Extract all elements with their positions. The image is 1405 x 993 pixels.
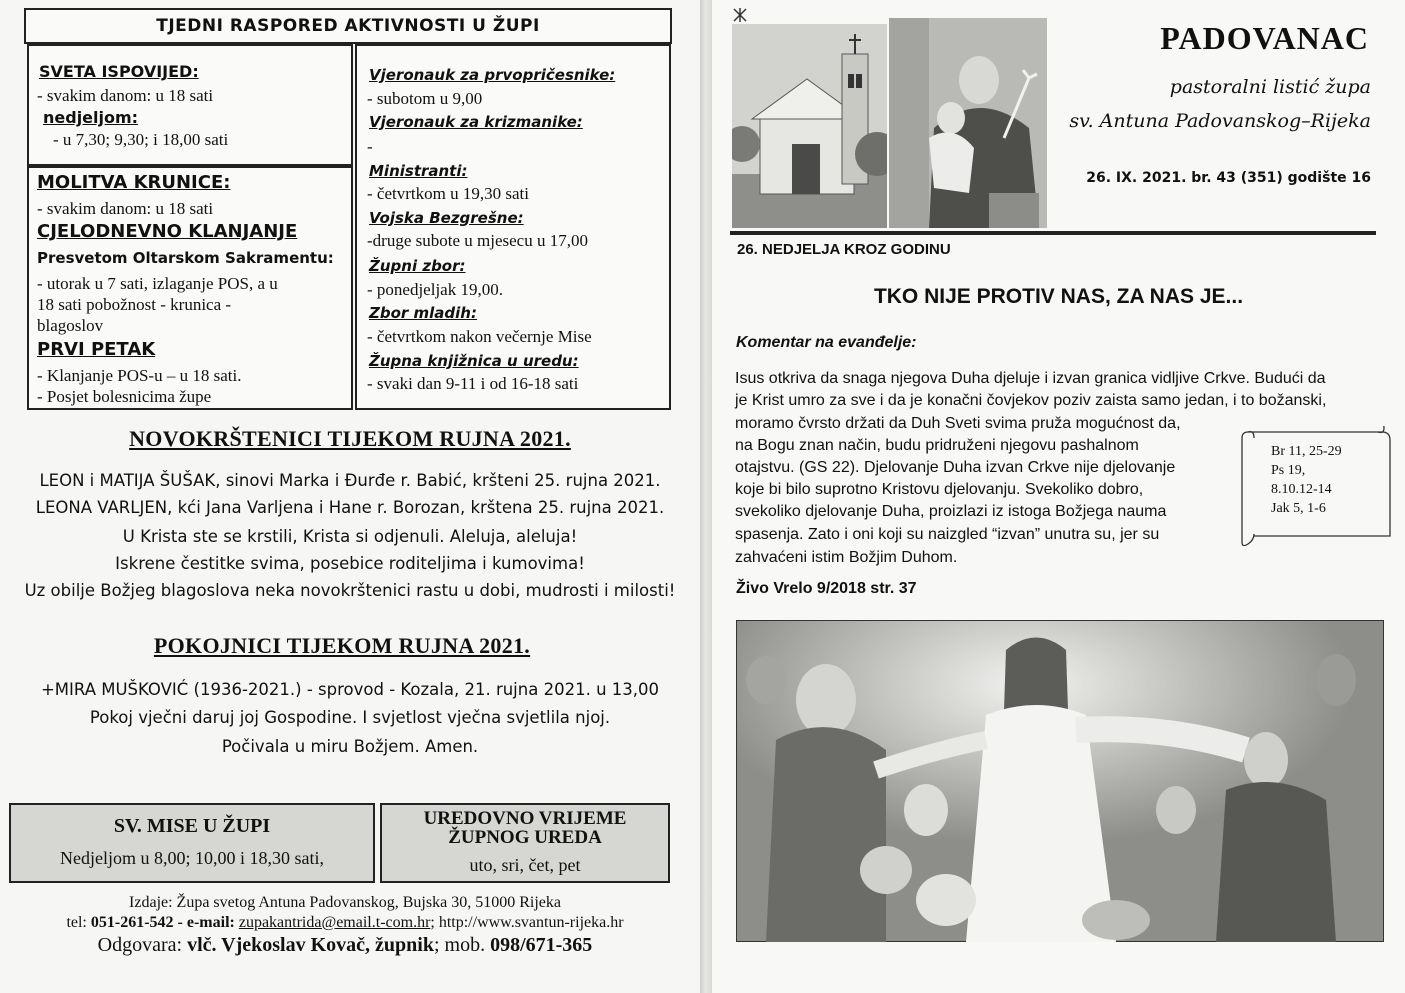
baptism-line-1: LEON i MATIJA ŠUŠAK, sinovi Marka i Đurđe r. Babić, kršteni 25. rujna 2021. <box>39 471 661 490</box>
body-line-8: spasenja. Zato i oni koji su naizgled “izvan” unutra su, jer su <box>735 526 1160 543</box>
first-communion-title: Vjeronauk za prvopričesnike: <box>369 66 616 84</box>
baptism-line-3: U Krista ste se krstili, Krista si odjenuli. Aleluja, aleluja! <box>122 527 578 546</box>
confession-box <box>27 44 353 166</box>
baptism-line-2: LEONA VARLJEN, kći Jana Varljena i Hane r. Borozan, krštena 25. rujna 2021. <box>35 498 665 517</box>
confession-sunday-times: - u 7,30; 9,30; i 18,00 sati <box>53 130 229 149</box>
youth-choir-title: Zbor mladih: <box>369 304 477 322</box>
first-friday-title: PRVI PETAK <box>37 339 156 360</box>
newsletter-title: PADOVANAC <box>1160 20 1369 56</box>
readings-scroll <box>1240 426 1394 546</box>
contact-line <box>10 914 680 932</box>
source-citation: Živo Vrelo 9/2018 str. 37 <box>736 580 917 597</box>
publisher-line: Izdaje: Župa svetog Antuna Padovanskog, Bujska 30, 51000 Rijeka <box>129 894 561 911</box>
rosary-daily: - svakim danom: u 18 sati <box>37 199 214 218</box>
confirmation-title: Vjeronauk za krizmanike: <box>369 113 583 131</box>
issue-info: 26. IX. 2021. br. 43 (351) godište 16 <box>1086 170 1371 186</box>
deceased-line-3: Počivala u miru Božjem. Amen. <box>221 737 479 756</box>
masses-times: Nedjeljom u 8,00; 10,00 i 18,30 sati, <box>60 848 324 868</box>
reading-1: Br 11, 25-29 <box>1271 444 1342 459</box>
prayer-box <box>27 166 353 410</box>
deceased-title: POKOJNICI TIJEKOM RUJNA 2021. <box>153 633 531 658</box>
mobile-number: 098/671-365 <box>490 934 593 956</box>
office-hours-box <box>380 803 670 883</box>
choir-title: Župni zbor: <box>369 257 466 275</box>
baptisms-title: NOVOKRŠTENICI TIJEKOM RUJNA 2021. <box>129 426 571 451</box>
body-line-1: Isus otkriva da snaga njegova Duha djeluje i izvan granica vidljive Crkve. Budući da <box>735 370 1326 387</box>
page-fold <box>700 0 712 993</box>
phone-number: 051-261-542 <box>90 914 174 931</box>
confirmation-time: - <box>367 137 373 156</box>
immaculata-time: -druge subote u mjesecu u 17,00 <box>367 231 588 250</box>
body-line-3: moramo čvrsto držati da Duh Sveti svima pruža mogućnost da, <box>735 415 1181 432</box>
masses-title: SV. MISE U ŽUPI <box>113 815 271 837</box>
masthead-rule <box>730 231 1376 235</box>
youth-choir-time: - četvrtkom nakon večernje Mise <box>367 327 592 346</box>
office-hours-days: uto, sri, čet, pet <box>469 855 581 875</box>
first-friday-line-2: - Posjet bolesnicima župe <box>37 387 212 406</box>
reading-4: Jak 5, 1-6 <box>1271 501 1326 516</box>
baptism-line-4: Iskrene čestitke svima, posebice roditeljima i kumovima! <box>115 554 585 573</box>
comment-label: Komentar na evanđelje: <box>736 334 917 351</box>
reading-3: 8.10.12-14 <box>1271 482 1332 497</box>
email-label: - e-mail: <box>173 914 239 931</box>
schedule-title: TJEDNI RASPORED AKTIVNOSTI U ŽUPI <box>24 8 672 44</box>
adoration-line-2: 18 sati pobožnost - krunica - <box>37 295 232 314</box>
immaculata-title: Vojska Bezgrešne: <box>369 209 524 227</box>
reading-2: Ps 19, <box>1271 463 1306 478</box>
newsletter-subtitle-2: sv. Antuna Padovanskog–Rijeka <box>1069 110 1371 132</box>
tel-label: tel: <box>66 914 91 931</box>
newsletter-subtitle-1: pastoralni listić župa <box>1169 76 1371 98</box>
deceased-line-2: Pokoj vječni daruj joj Gospodine. I svjetlost vječna svjetlila njoj. <box>89 708 611 727</box>
church-photo <box>732 24 887 228</box>
mobile-label: ; mob. <box>433 934 491 956</box>
left-page <box>0 0 700 993</box>
activities-box <box>355 44 671 410</box>
responsible-line <box>10 934 680 957</box>
masses-box <box>9 803 375 883</box>
website-link[interactable]: ; http://www.svantun-rijeka.hr <box>430 914 624 931</box>
deceased-line-1: +MIRA MUŠKOVIĆ (1936-2021.) - sprovod - Kozala, 21. rujna 2021. u 13,00 <box>40 680 660 699</box>
confession-daily: - svakim danom: u 18 sati <box>37 86 214 105</box>
sunday-label: 26. NEDJELJA KROZ GODINU <box>737 241 951 258</box>
office-hours-title-2: ŽUPNOG UREDA <box>448 827 602 848</box>
rosary-title: MOLITVA KRUNICE: <box>37 172 231 193</box>
first-communion-time: - subotom u 9,00 <box>367 89 483 108</box>
responsible-name: vlč. Vjekoslav Kovač, župnik <box>187 934 434 956</box>
christ-engraving <box>736 620 1384 942</box>
altar-servers-title: Ministranti: <box>369 162 468 180</box>
adoration-line-1: - utorak u 7 sati, izlaganje POS, a u <box>37 274 278 293</box>
ornament-icon <box>733 8 747 22</box>
altar-servers-time: - četvrtkom u 19,30 sati <box>367 184 529 203</box>
body-line-4: na Bogu znan način, budu pridruženi njegovu pashalnom <box>735 437 1139 454</box>
baptism-line-5: Uz obilje Božjeg blagoslova neka novokrštenici rastu u dobi, mudrosti i milosti! <box>24 581 676 600</box>
office-hours-title-1: UREDOVNO VRIJEME <box>423 808 627 829</box>
headline: TKO NIJE PROTIV NAS, ZA NAS JE... <box>873 285 1244 308</box>
library-title: Župna knjižnica u uredu: <box>369 352 579 370</box>
library-time: - svaki dan 9-11 i od 16-18 sati <box>367 374 579 393</box>
body-line-9: zahvaćeni istim Božjim Duhom. <box>735 549 958 566</box>
adoration-subtitle: Presvetom Oltarskom Sakramentu: <box>37 249 334 267</box>
body-line-7: svekoliko djelovanje Duha, proizlazi iz istoga Božjega nauma <box>735 503 1167 520</box>
choir-time: - ponedjeljak 19,00. <box>367 280 503 299</box>
adoration-title: CJELODNEVNO KLANJANJE <box>37 221 298 242</box>
saint-anthony-painting <box>889 18 1047 228</box>
body-line-5: otajstvu. (GS 22). Djelovanje Duha izvan Crkve nije djelovanje <box>735 459 1176 476</box>
body-line-2: je Krist umro za sve i da je konačni čovjekov poziv zaista samo jedan, i to božanski, <box>735 392 1327 409</box>
first-friday-line-1: - Klanjanje POS-u – u 18 sati. <box>37 366 242 385</box>
adoration-line-3: blagoslov <box>37 316 104 335</box>
confession-title: SVETA ISPOVIJED: <box>39 62 199 81</box>
confession-sunday-label: nedjeljom: <box>43 108 139 127</box>
email-link[interactable]: zupakantrida@email.t-com.hr <box>238 914 431 931</box>
responsible-label: Odgovara: <box>97 934 188 956</box>
body-line-6: koje bi bilo suprotno Kristovu djelovanju. Svekoliko dobro, <box>735 481 1144 498</box>
